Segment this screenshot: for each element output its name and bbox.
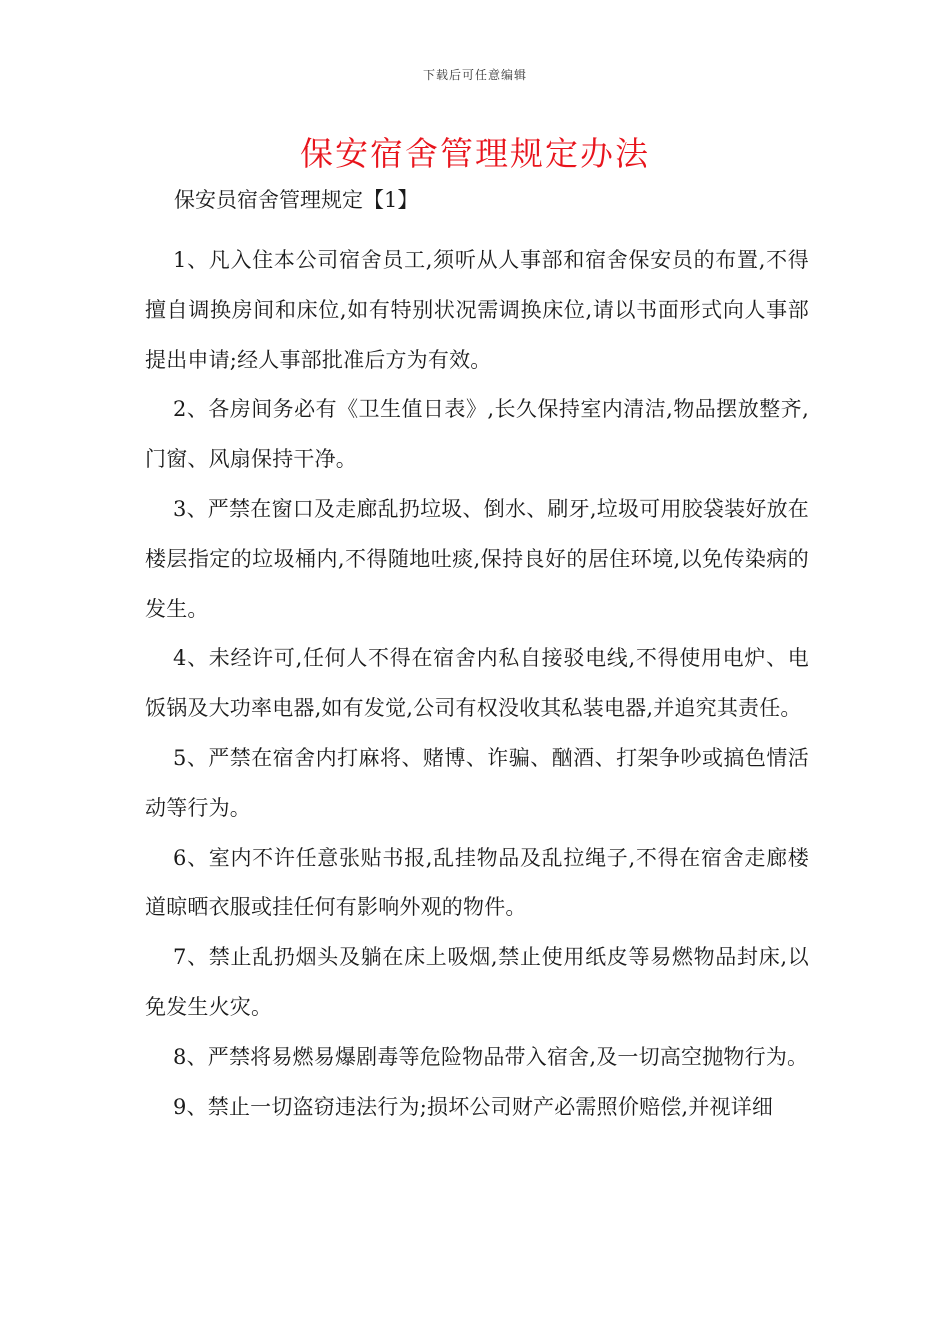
rule-paragraph-2: 2、各房间务必有《卫生值日表》,长久保持室内清洁,物品摆放整齐,门窗、风扇保持干净。	[145, 397, 809, 472]
rule-paragraph-9: 9、禁止一切盗窃违法行为;损坏公司财产必需照价赔偿,并视详细	[173, 1094, 774, 1119]
document-title: 保安宿舍管理规定办法	[300, 134, 650, 173]
rule-paragraph-1: 1、凡入住本公司宿舍员工,须听从人事部和宿舍保安员的布置,不得擅自调换房间和床位,如有特别状况需调换床位,请以书面形式向人事部提出申请;经人事部批准后方为有效。	[145, 248, 809, 372]
rule-paragraph-8: 8、严禁将易燃易爆剧毒等危险物品带入宿舍,及一切高空抛物行为。	[173, 1044, 809, 1069]
rule-paragraph-3: 3、严禁在窗口及走廊乱扔垃圾、倒水、刷牙,垃圾可用胶袋装好放在楼层指定的垃圾桶内,不得随地吐痰,保持良好的居住环境,以免传染病的发生。	[145, 496, 809, 621]
rule-paragraph-7: 7、禁止乱扔烟头及躺在床上吸烟,禁止使用纸皮等易燃物品封床,以免发生火灾。	[145, 945, 809, 1019]
document-body	[145, 236, 809, 1132]
rule-paragraph-5: 5、严禁在宿舍内打麻将、赌博、诈骗、酗酒、打架争吵或搞色情活动等行为。	[145, 745, 809, 820]
header-note: 下载后可任意编辑	[422, 68, 527, 82]
rule-paragraph-6: 6、室内不许任意张贴书报,乱挂物品及乱拉绳子,不得在宿舍走廊楼道晾晒衣服或挂任何有影响外观的物件。	[145, 845, 809, 920]
rule-paragraph-4: 4、未经许可,任何人不得在宿舍内私自接驳电线,不得使用电炉、电饭锅及大功率电器,如有发觉,公司有权没收其私装电器,并追究其责任。	[145, 646, 809, 721]
section-subtitle: 保安员宿舍管理规定【1】	[174, 188, 419, 212]
